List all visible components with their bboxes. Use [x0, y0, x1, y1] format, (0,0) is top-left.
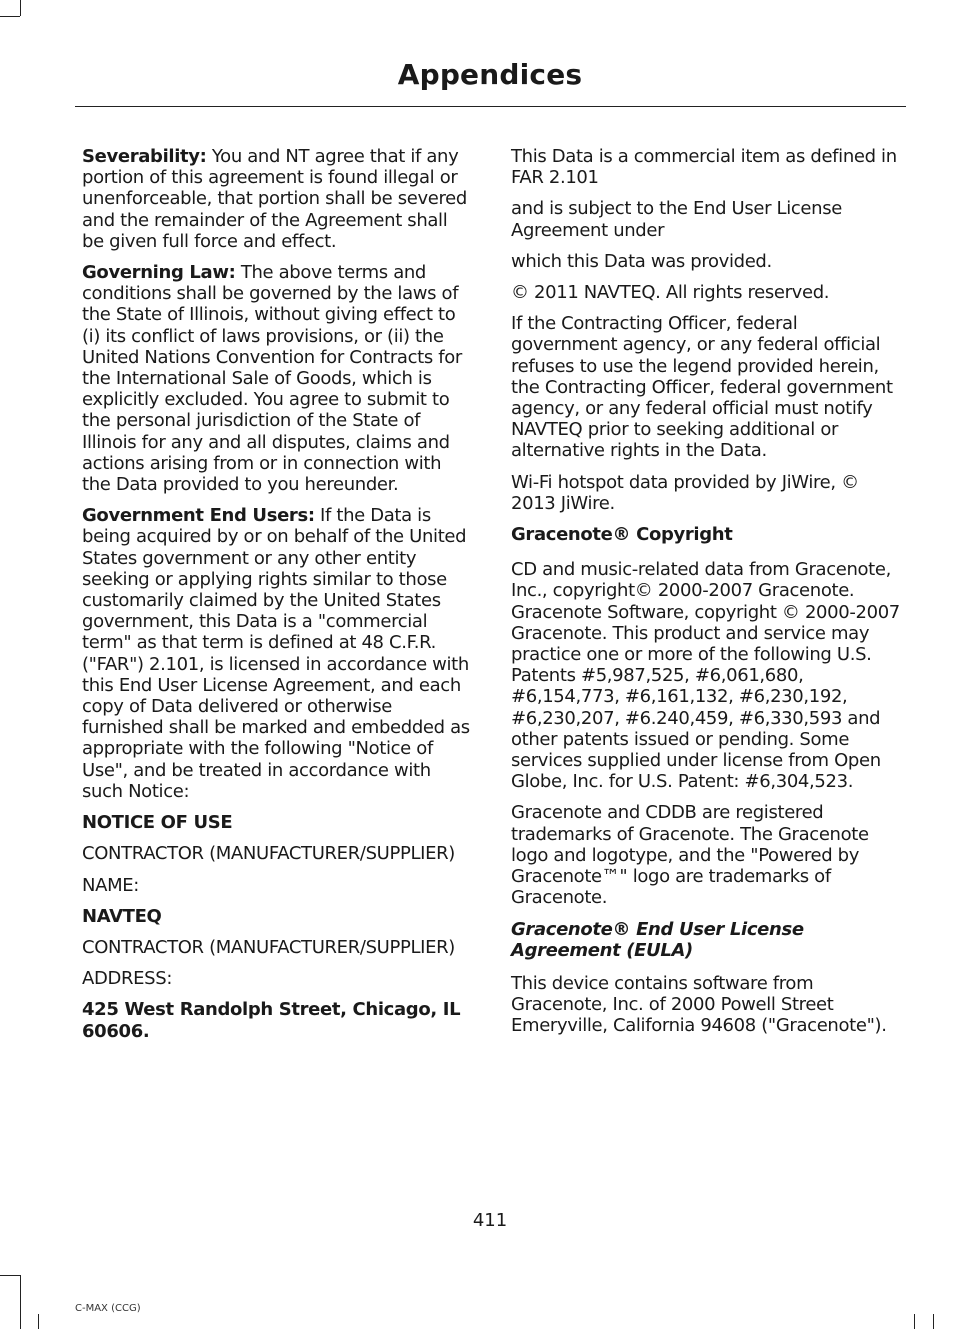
contractor-label-1: CONTRACTOR (MANUFACTURER/SUPPLIER) — [82, 843, 455, 865]
header-divider — [75, 106, 906, 107]
contractor-label-2: CONTRACTOR (MANUFACTURER/SUPPLIER) — [82, 936, 455, 958]
jiwire-paragraph: Wi-Fi hotspot data provided by JiWire, © 2013 JiWire. — [511, 471, 859, 514]
severability-paragraph — [82, 146, 472, 252]
gracenote-eula-heading: Gracenote® End User License Agreement (EULA) — [511, 918, 804, 961]
crop-mark-top-left-h — [0, 16, 20, 17]
left-column — [82, 146, 472, 1052]
government-end-users-text: If the Data is being acquired by or on behalf of the United States government or any other entity seeking or applying rights similar to those customarily claimed by the United States government, this Data is a "commercial term" as that term is defined at 48 C.F.R. ("FAR") 2.101, is licensed in accordance with this End User License Agreement, and each copy of Data delivered or otherwise furnished shall be marked and embedded as appropriate with the following "Notice of Use", and be treated in accordance with such Notice: — [82, 505, 470, 802]
governing-law-lead: Governing Law: — [82, 262, 236, 284]
page-title: Appendices — [397, 58, 583, 91]
contracting-officer-paragraph: If the Contracting Officer, federal government agency, or any federal official refuses to use the legend provided herein, the Contracting Officer, federal government agency, or any federal official must notify NAVTEQ prior to seeking additional or alternative rights in the Data. — [511, 313, 893, 462]
government-end-users-lead: Government End Users: — [82, 505, 315, 527]
name-value: NAVTEQ — [82, 905, 162, 927]
crop-mark-top-left-v — [20, 0, 21, 16]
governing-law-text: The above terms and conditions shall be governed by the laws of the State of Illinois, without giving effect to (i) its conflict of laws provisions, or (ii) the United Nations Convention for Contracts for the International Sale of Goods, which is explicitly excluded. You agree to submit to the personal jurisdiction of the State of Illinois for any and all disputes, claims and actions arising from or in connection with the Data provided to you hereunder. — [82, 262, 462, 496]
far-paragraph-2: and is subject to the End User License Agreement under — [511, 198, 842, 241]
gracenote-eula-paragraph: This device contains software from Gracenote, Inc. of 2000 Powell Street Emeryville, California 94608 ("Gracenote"). — [511, 972, 887, 1037]
severability-lead: Severability: — [82, 146, 207, 167]
page-number: 411 — [472, 1210, 508, 1231]
right-column — [511, 146, 901, 1047]
gracenote-copyright-paragraph: CD and music-related data from Gracenote, Inc., copyright© 2000-2007 Gracenote. Gracenote Software, copyright © 2000-2007 Gracenote. This product and service may practice one or more of the following U.S. Patents #5,987,525, #6,061,680, #6,154,773, #6,161,132, #6,230,192, #6,230,207, #6.240,459, #6,330,593 and other patents issued or pending. Some services supplied under license from Open Globe, Inc. for U.S. Patent: #6,304,523. — [511, 559, 900, 793]
crop-mark-bottom-left-h — [0, 1275, 20, 1276]
crop-mark-bottom-left-v — [20, 1275, 21, 1329]
gracenote-trademark-paragraph: Gracenote and CDDB are registered trademarks of Gracenote. The Gracenote logo and logotype, and the "Powered by Gracenote™" logo are trademarks of Gracenote. — [511, 802, 869, 909]
document-code: C-MAX (CCG) — [75, 1303, 141, 1314]
government-end-users-paragraph — [82, 505, 472, 802]
governing-law-paragraph — [82, 262, 472, 495]
crop-mark-bottom-left-tick — [38, 1314, 39, 1329]
gracenote-copyright-heading: Gracenote® Copyright — [511, 524, 733, 546]
address-label: ADDRESS: — [82, 968, 173, 990]
crop-mark-bottom-right-tick-2 — [933, 1314, 934, 1329]
address-value: 425 West Randolph Street, Chicago, IL 60606. — [82, 999, 461, 1042]
far-paragraph-1: This Data is a commercial item as defined in FAR 2.101 — [511, 146, 897, 189]
notice-of-use-heading: NOTICE OF USE — [82, 812, 233, 834]
name-label: NAME: — [82, 874, 139, 896]
crop-mark-bottom-right-tick-1 — [914, 1314, 915, 1329]
severability-text: You and NT agree that if any portion of this agreement is found illegal or unenforceable, that portion shall be severed and the remainder of the Agreement shall be given full force and effect. — [82, 146, 467, 252]
far-paragraph-3: which this Data was provided. — [511, 250, 772, 272]
navteq-copyright: © 2011 NAVTEQ. All rights reserved. — [511, 282, 830, 304]
